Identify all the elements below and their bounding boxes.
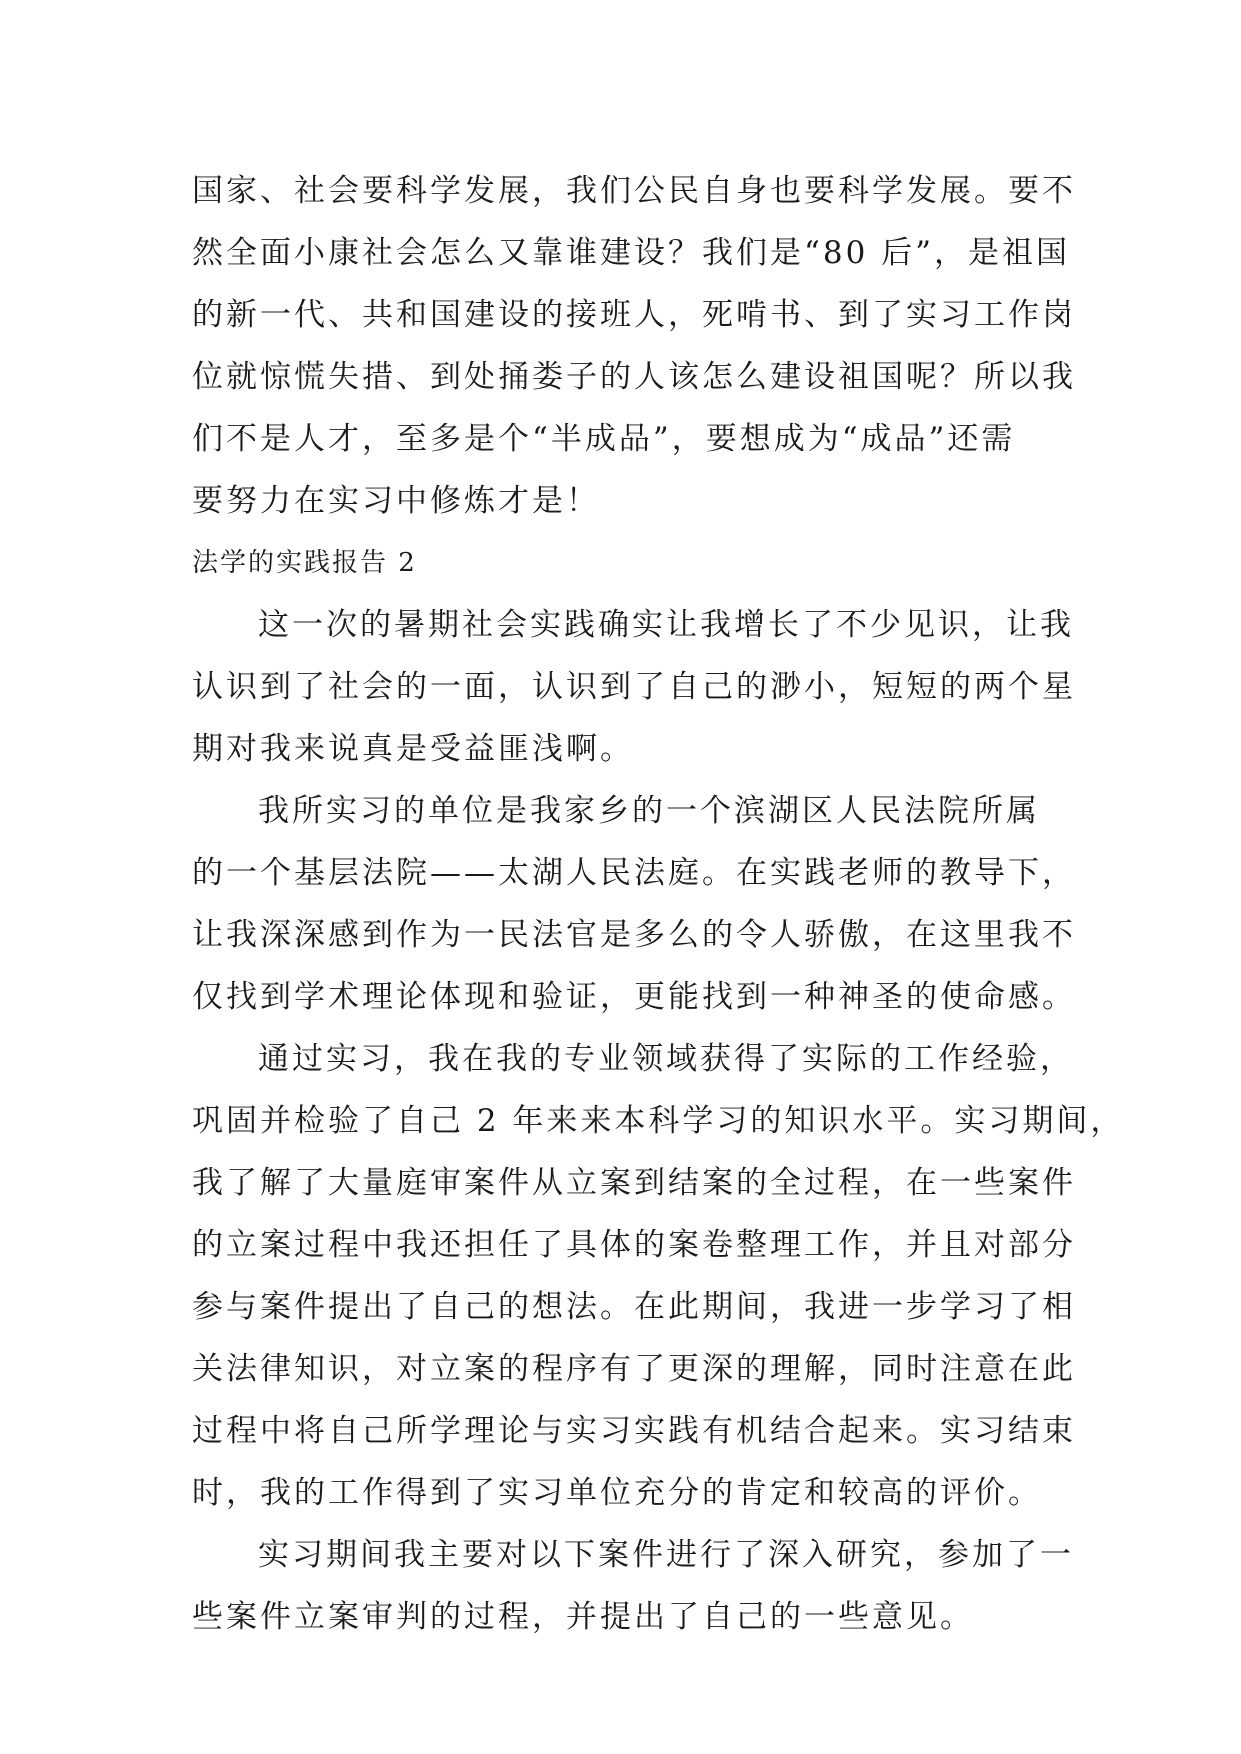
text-line: 期对我来说真是受益匪浅啊。 bbox=[192, 731, 634, 767]
text-line: 位就惊慌失措、到处捅娄子的人该怎么建设祖国呢？所以我 bbox=[192, 359, 1076, 395]
text-line: 仅找到学术理论体现和验证，更能找到一种神圣的使命感。 bbox=[192, 979, 1076, 1015]
text-line: 关法律知识，对立案的程序有了更深的理解，同时注意在此 bbox=[192, 1351, 1076, 1387]
text-line: 我所实习的单位是我家乡的一个滨湖区人民法院所属 bbox=[258, 793, 1040, 829]
paragraph-2 bbox=[192, 780, 1076, 1028]
text-line: 国家、社会要科学发展，我们公民自身也要科学发展。要不 bbox=[192, 173, 1076, 209]
paragraph-4 bbox=[192, 1524, 1074, 1648]
text-line: 的一个基层法院——太湖人民法庭。在实践老师的教导下， bbox=[192, 855, 1076, 891]
text-line: 的立案过程中我还担任了具体的案卷整理工作，并且对部分 bbox=[192, 1227, 1076, 1263]
text-line: 然全面小康社会怎么又靠谁建设？我们是“80 后”，是祖国 bbox=[192, 235, 1070, 271]
paragraph-3 bbox=[192, 1028, 1125, 1524]
text-line: 时，我的工作得到了实习单位充分的肯定和较高的评价。 bbox=[192, 1475, 1042, 1511]
text-line: 过程中将自己所学理论与实习实践有机结合起来。实习结束 bbox=[192, 1413, 1076, 1449]
text-line: 通过实习，我在我的专业领域获得了实际的工作经验， bbox=[258, 1041, 1074, 1077]
text-line: 参与案件提出了自己的想法。在此期间，我进一步学习了相 bbox=[192, 1289, 1076, 1325]
section-heading: 法学的实践报告 2 bbox=[192, 548, 417, 578]
document-page bbox=[192, 160, 1125, 1648]
text-line: 这一次的暑期社会实践确实让我增长了不少见识，让我 bbox=[258, 607, 1074, 643]
text-line: 认识到了社会的一面，认识到了自己的渺小，短短的两个星 bbox=[192, 669, 1076, 705]
text-line: 我了解了大量庭审案件从立案到结案的全过程，在一些案件 bbox=[192, 1165, 1076, 1201]
text-line: 们不是人才，至多是个“半成品”，要想成为“成品”还需 bbox=[192, 421, 1016, 457]
paragraph-1 bbox=[192, 594, 1076, 780]
text-line: 些案件立案审判的过程，并提出了自己的一些意见。 bbox=[192, 1599, 974, 1635]
text-line: 的新一代、共和国建设的接班人，死啃书、到了实习工作岗 bbox=[192, 297, 1076, 333]
text-line: 实习期间我主要对以下案件进行了深入研究，参加了一 bbox=[258, 1537, 1074, 1573]
text-line: 让我深深感到作为一民法官是多么的令人骄傲，在这里我不 bbox=[192, 917, 1076, 953]
text-line: 要努力在实习中修炼才是！ bbox=[192, 483, 600, 519]
text-line: 巩固并检验了自己 2 年来来本科学习的知识水平。实习期间， bbox=[192, 1103, 1125, 1139]
continuation-paragraph bbox=[192, 160, 1076, 532]
